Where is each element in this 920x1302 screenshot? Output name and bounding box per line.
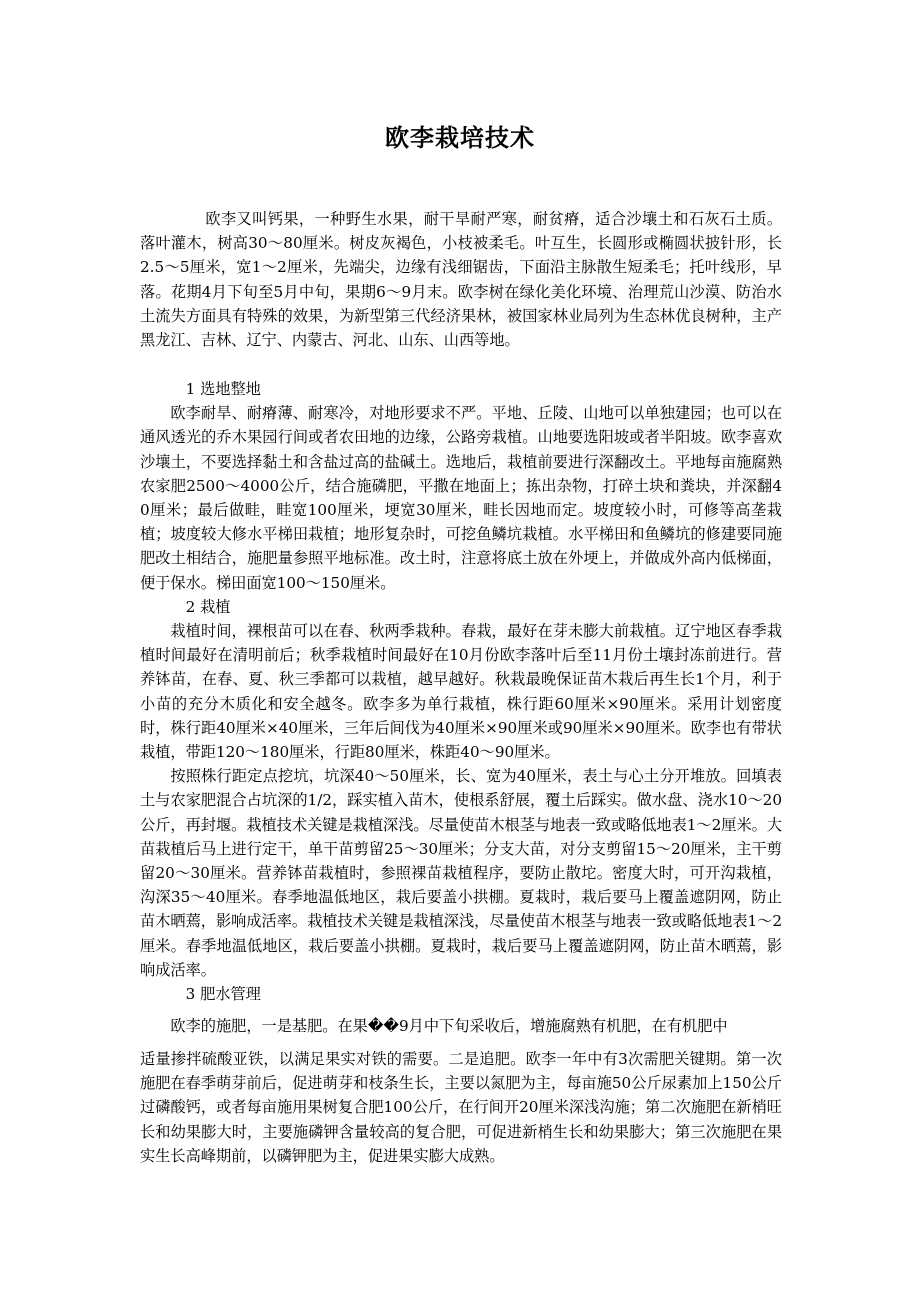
section-2-paragraph-2: 按照株行距定点挖坑，坑深40～50厘米，长、宽为40厘米，表土与心土分开堆放。回填表土与农家肥混合占坑深的1/2，踩实植入苗木，使根系舒展，覆土后踩实。做水盘、浇水10～20公斤，再封堰。栽植技术关键是栽植深浅。尽量使苗木根茎与地表一致或略低地表1～2厘米。大苗栽植后马上进行定干，单干苗剪留25～30厘米；分支大苗，对分支剪留15～20厘米，主干剪留20～30厘米。营养钵苗栽植时，参照裸苗栽植程序，要防止散坨。密度大时，可开沟栽植，沟深35～40厘米。春季地温低地区，栽后要盖小拱棚。夏栽时，栽后要马上覆盖遮阴网，防止苗木晒蔫，影响成活率。栽植技术关键是栽植深浅，尽量使苗木根茎与地表一致或略低地表1～2厘米。春季地温低地区，栽后要盖小拱棚。夏栽时，栽后要马上覆盖遮阴网，防止苗木晒蔫，影响成活率。 — [140, 767, 783, 979]
section-1-heading: 1 选地整地 — [185, 380, 261, 398]
section-3-heading: 3 肥水管理 — [185, 985, 261, 1004]
section-3-body — [140, 1047, 782, 1168]
section-3-first-line — [140, 1014, 782, 1038]
section-1-paragraph: 欧李耐旱、耐瘠薄、耐寒冷，对地形要求不严。平地、丘陵、山地可以单独建园；也可以在通风透光的乔木果园行间或者农田地的边缘，公路旁栽植。山地要选阳坡或者半阳坡。欧李喜欢沙壤土，不要选择黏土和含盐过高的盐碱土。选地后，栽植前要进行深翻改土。平地每亩施腐熟农家肥2500～4000公斤，结合施磷肥，平撒在地面上；拣出杂物，打碎土块和粪块，并深翻40厘米；最后做畦，畦宽100厘米，埂宽30厘米，畦长因地而定。坡度较小时，可修等高垄栽植；坡度较大修水平梯田栽植；地形复杂时，可挖鱼鳞坑栽植。水平梯田和鱼鳞坑的修建要同施肥改土相结合，施肥量参照平地标准。改土时，注意将底土放在外埂上，并做成外高内低梯面，便于保水。梯田面宽100～150厘米。 — [140, 404, 782, 592]
section-1 — [140, 377, 782, 1006]
section-3-paragraph-1: 欧李的施肥，一是基肥。在果��9月中下旬采收后，增施腐熟有机肥，在有机肥中 — [170, 1017, 728, 1035]
section-2-heading: 2 栽植 — [185, 597, 231, 616]
section-2-paragraph-1: 栽植时间，裸根苗可以在春、秋两季栽种。春栽，最好在芽未膨大前栽植。辽宁地区春季栽植时间最好在清明前后；秋季栽植时间最好在10月份欧李落叶后至11月份土壤封冻前进行。营养钵苗，在春、夏、秋三季都可以栽植，越早越好。秋栽最晚保证苗木栽后再生长1个月，利于小苗的充分木质化和安全越冬。欧李多为单行栽植，株行距60厘米×90厘米。采用计划密度时，株行距40厘米×40厘米，三年后间伐为40厘米×90厘米或90厘米×90厘米。欧李也有带状栽植，带距120～180厘米，行距80厘米，株距40～90厘米。 — [140, 622, 782, 762]
document-title: 欧李栽培技术 — [385, 124, 535, 152]
intro-block — [140, 207, 782, 352]
intro-paragraph: 欧李又叫钙果，一种野生水果，耐干旱耐严寒，耐贫瘠，适合沙壤土和石灰石土质。落叶灌木，树高30～80厘米。树皮灰褐色，小枝被柔毛。叶互生，长圆形或椭圆状披针形，长2.5～5厘米，宽1～2厘米，先端尖，边缘有浅细锯齿，下面沿主脉散生短柔毛；托叶线形，早落。花期4月下旬至5月中旬，果期6～9月末。欧李树在绿化美化环境、治理荒山沙漠、防治水土流失方面具有特殊的效果，为新型第三代经济果林，被国家林业局列为生态林优良树种，主产黑龙江、吉林、辽宁、内蒙古、河北、山东、山西等地。 — [140, 210, 782, 350]
section-3-paragraph-2: 适量掺拌硫酸亚铁，以满足果实对铁的需要。二是追肥。欧李一年中有3次需肥关键期。第一次施肥在春季萌芽前后，促进萌芽和枝条生长，主要以氮肥为主，每亩施50公斤尿素加上150公斤过磷酸钙，或者每亩施用果树复合肥100公斤，在行间开20厘米深浅沟施；第二次施肥在新梢旺长和幼果膨大时，主要施磷钾含量较高的复合肥，可促进新梢生长和幼果膨大；第三次施肥在果实生长高峰期前，以磷钾肥为主，促进果实膨大成熟。 — [140, 1050, 782, 1165]
